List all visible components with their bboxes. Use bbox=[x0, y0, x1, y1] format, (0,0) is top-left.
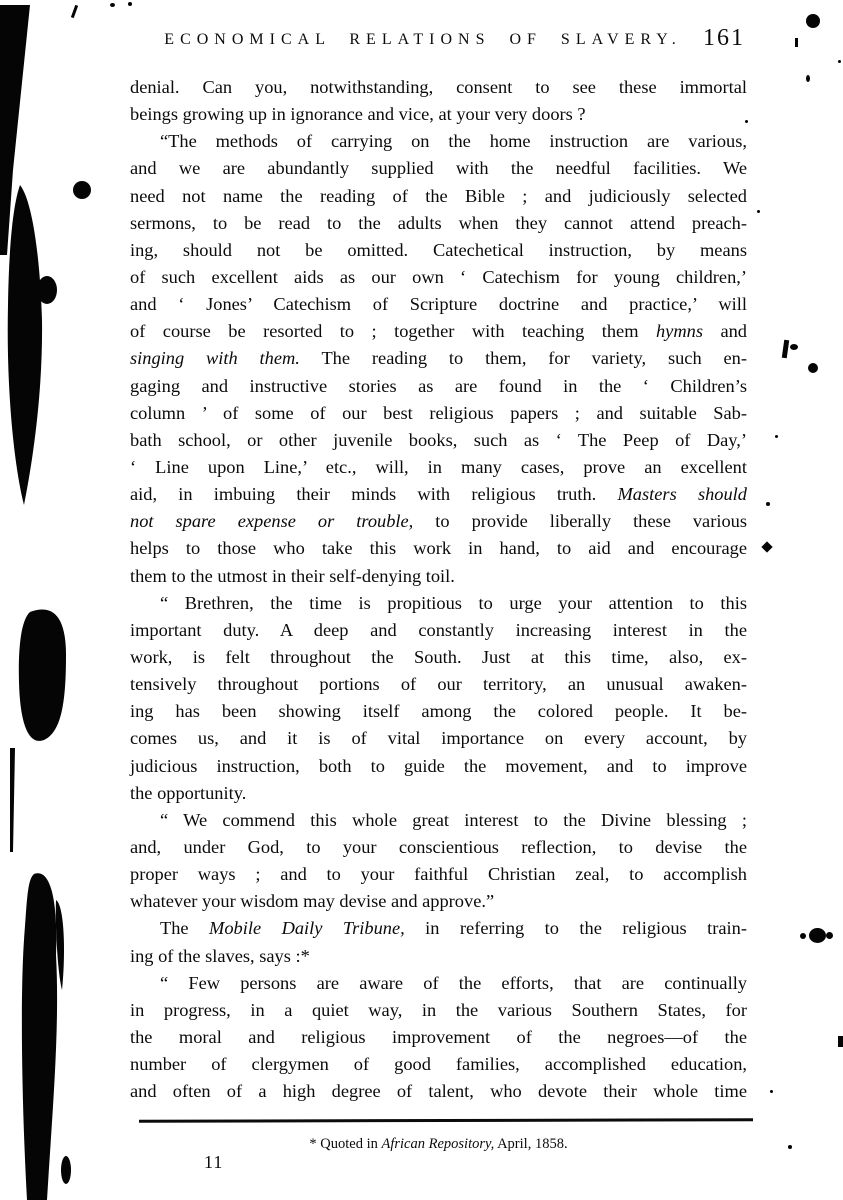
text-line bbox=[130, 1051, 747, 1078]
text-line bbox=[130, 183, 747, 210]
ink-speck bbox=[806, 14, 820, 28]
ink-speck bbox=[800, 933, 806, 939]
text-line bbox=[130, 427, 747, 454]
text-segment: “The methods of carrying on the home instruction are various, bbox=[160, 131, 747, 152]
text-line bbox=[130, 861, 747, 888]
ink-speck bbox=[795, 38, 798, 47]
text-segment: of course be resorted to ; together with teaching them bbox=[130, 321, 656, 342]
text-line bbox=[130, 535, 747, 562]
binding-shadow-artifact bbox=[0, 0, 120, 1200]
text-segment: proper ways ; and to your faithful Christian zeal, to accomplish bbox=[130, 864, 747, 885]
text-segment: in progress, in a quiet way, in the various Southern States, for bbox=[130, 999, 747, 1020]
text-segment: gaging and instructive stories as are found in the ‘ Children’s bbox=[130, 375, 747, 396]
text-segment: number of clergymen of good families, accomplished education, bbox=[130, 1054, 747, 1075]
text-line bbox=[130, 644, 747, 671]
text-line bbox=[130, 698, 747, 725]
text-line bbox=[130, 671, 747, 698]
italic-text-segment: Masters should bbox=[617, 484, 747, 505]
text-segment: to provide liberally these various bbox=[413, 511, 747, 532]
text-line bbox=[130, 617, 747, 644]
ink-speck bbox=[838, 60, 841, 63]
ink-speck bbox=[745, 120, 748, 123]
text-line bbox=[130, 155, 747, 182]
text-segment: work, is felt throughout the South. Just at this time, also, ex- bbox=[130, 646, 747, 667]
text-segment: them to the utmost in their self-denying toil. bbox=[130, 565, 455, 586]
text-segment: and we are abundantly supplied with the needful facilities. We bbox=[130, 158, 747, 179]
ink-speck bbox=[766, 502, 770, 506]
text-line bbox=[130, 74, 747, 101]
ink-speck bbox=[788, 1145, 792, 1149]
text-segment: sermons, to be read to the adults when they cannot attend preach- bbox=[130, 212, 747, 233]
text-line bbox=[130, 563, 747, 590]
text-line bbox=[130, 237, 747, 264]
text-line bbox=[130, 590, 747, 617]
text-line bbox=[130, 481, 747, 508]
text-line bbox=[130, 128, 747, 155]
text-line bbox=[130, 807, 747, 834]
text-segment: judicious instruction, both to guide the movement, and to improve bbox=[130, 755, 747, 776]
text-line bbox=[130, 454, 747, 481]
text-line bbox=[130, 780, 747, 807]
ink-speck bbox=[757, 210, 760, 213]
text-segment: ing of the slaves, says :* bbox=[130, 945, 310, 966]
text-segment: column ’ of some of our best religious papers ; and suitable Sab- bbox=[130, 402, 747, 423]
text-line bbox=[130, 373, 747, 400]
ink-speck bbox=[809, 928, 826, 943]
text-segment: “ Few persons are aware of the efforts, that are continually bbox=[160, 972, 747, 993]
text-line bbox=[130, 943, 747, 970]
text-segment: and often of a high degree of talent, who devote their whole time bbox=[130, 1081, 747, 1102]
running-header-title: ECONOMICAL RELATIONS OF SLAVERY. bbox=[164, 31, 682, 48]
italic-text-segment: singing with them. bbox=[130, 348, 300, 369]
text-line bbox=[130, 1024, 747, 1051]
ink-speck bbox=[806, 75, 810, 82]
text-segment: ing, should not be omitted. Catechetical instruction, by means bbox=[130, 239, 747, 260]
text-segment: aid, in imbuing their minds with religious truth. bbox=[130, 484, 618, 505]
text-segment: The reading to them, for variety, such en- bbox=[299, 348, 747, 369]
text-segment: tensively throughout portions of our territory, an unusual awaken- bbox=[130, 674, 747, 695]
ink-speck bbox=[790, 344, 798, 350]
italic-text-segment: African Repository, bbox=[381, 1136, 495, 1152]
text-segment: bath school, or other juvenile books, such as ‘ The Peep of Day,’ bbox=[130, 429, 747, 450]
italic-text-segment: not spare expense or trouble, bbox=[130, 511, 414, 532]
text-line bbox=[130, 210, 747, 237]
footnote bbox=[130, 1136, 747, 1153]
text-line bbox=[130, 970, 747, 997]
text-segment: the moral and religious improvement of the negroes—of the bbox=[130, 1026, 747, 1047]
text-line bbox=[130, 508, 747, 535]
text-segment: the opportunity. bbox=[130, 782, 247, 803]
italic-text-segment: hymns bbox=[655, 321, 703, 342]
text-segment: denial. Can you, notwithstanding, consent to see these immortal bbox=[130, 77, 747, 97]
text-line bbox=[130, 264, 747, 291]
footnote-rule bbox=[139, 1118, 753, 1123]
text-segment: ‘ Line upon Line,’ etc., will, in many cases, prove an excellent bbox=[130, 456, 747, 477]
text-segment: “ Brethren, the time is propitious to urge your attention to this bbox=[160, 592, 747, 613]
text-segment: * Quoted in bbox=[309, 1136, 382, 1152]
text-segment: of such excellent aids as our own ‘ Catechism for young children,’ bbox=[130, 266, 747, 287]
ink-speck bbox=[128, 2, 132, 6]
text-segment: and ‘ Jones’ Catechism of Scripture doctrine and practice,’ will bbox=[130, 294, 747, 315]
ink-speck bbox=[782, 340, 789, 359]
text-line bbox=[130, 834, 747, 861]
text-segment: helps to those who take this work in hand, to aid and encourage bbox=[130, 538, 747, 559]
text-line bbox=[130, 400, 747, 427]
text-line bbox=[130, 291, 747, 318]
ink-speck bbox=[761, 541, 772, 552]
ink-speck bbox=[808, 363, 818, 373]
text-segment: in referring to the religious train- bbox=[404, 918, 747, 939]
text-line bbox=[130, 725, 747, 752]
text-line bbox=[130, 888, 747, 915]
text-line bbox=[130, 345, 747, 372]
signature-mark: 11 bbox=[204, 1152, 224, 1172]
italic-text-segment: Mobile Daily Tribune, bbox=[209, 918, 405, 939]
ink-speck bbox=[770, 1090, 773, 1093]
text-segment: comes us, and it is of vital importance on every account, by bbox=[130, 728, 747, 749]
text-segment: The bbox=[160, 918, 210, 939]
text-line bbox=[130, 1078, 747, 1105]
body-text bbox=[130, 74, 747, 1105]
text-segment: need not name the reading of the Bible ; and judiciously selected bbox=[130, 185, 747, 206]
text-segment: important duty. A deep and constantly increasing interest in the bbox=[130, 619, 747, 640]
ink-speck bbox=[775, 435, 778, 438]
ink-speck bbox=[838, 1036, 843, 1047]
ink-speck bbox=[826, 932, 833, 939]
page-number: 161 bbox=[703, 25, 745, 51]
ink-speck bbox=[110, 3, 115, 7]
text-line bbox=[130, 997, 747, 1024]
text-line bbox=[130, 753, 747, 780]
text-segment: beings growing up in ignorance and vice, at your very doors ? bbox=[130, 104, 586, 125]
text-segment: “ We commend this whole great interest to the Divine blessing ; bbox=[160, 809, 747, 830]
text-segment: and bbox=[702, 321, 748, 342]
text-segment: April, 1858. bbox=[494, 1136, 568, 1152]
text-line bbox=[130, 915, 747, 942]
text-line bbox=[130, 101, 747, 128]
ink-speck bbox=[71, 5, 78, 18]
text-segment: and, under God, to your conscientious reflection, to devise the bbox=[130, 836, 747, 857]
text-segment: whatever your wisdom may devise and approve.” bbox=[130, 891, 495, 912]
text-line bbox=[130, 318, 747, 345]
text-segment: ing has been showing itself among the colored people. It be- bbox=[130, 701, 747, 722]
